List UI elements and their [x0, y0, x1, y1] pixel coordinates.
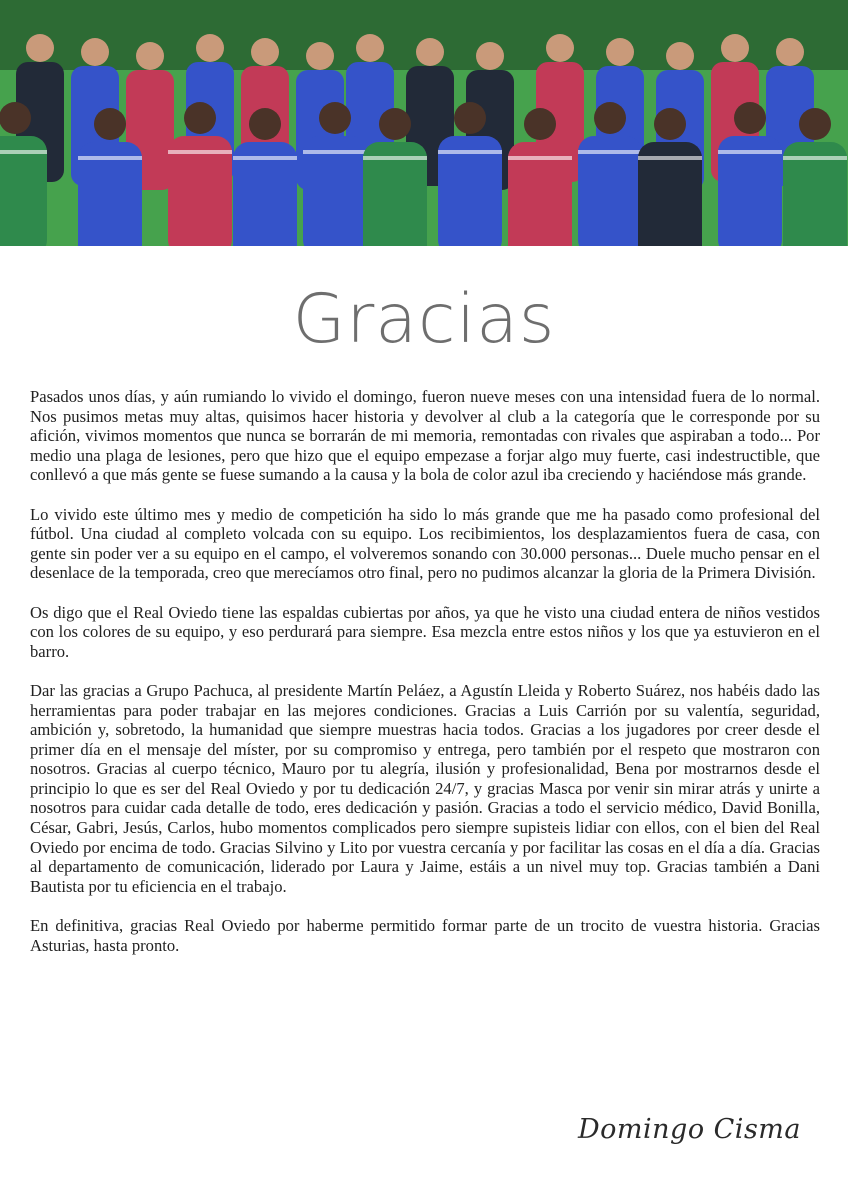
- team-huddle-illustration: [0, 0, 848, 246]
- kit-stripe: [233, 156, 297, 160]
- player-head: [654, 108, 686, 140]
- kit-stripe: [303, 150, 367, 154]
- player-head: [594, 102, 626, 134]
- signature: Domingo Cisma: [578, 1114, 802, 1145]
- player-head: [319, 102, 351, 134]
- player-head: [606, 38, 634, 66]
- kit-stripe: [363, 156, 427, 160]
- paragraph-5: En definitiva, gracias Real Oviedo por haberme permitido formar parte de un trocito de vuestra historia. Gracias Asturias, hasta pronto.: [30, 916, 820, 955]
- kit-stripe: [783, 156, 847, 160]
- player-head: [454, 102, 486, 134]
- player-head: [546, 34, 574, 62]
- player-head: [476, 42, 504, 70]
- player-head: [356, 34, 384, 62]
- team-huddle-photo: [0, 0, 848, 246]
- player-head: [416, 38, 444, 66]
- player-head: [251, 38, 279, 66]
- paragraph-2: Lo vivido este último mes y medio de competición ha sido lo más grande que me ha pasado como profesional del fútbol. Una ciudad al completo volcada con su equipo. Los recibimientos, los desplazamientos fuera de casa, con gente sin poder ver a su equipo en el campo, el volveremos sonando con 30.000 personas... Duele mucho pensar en el desenlace de la temporada, creo que merecíamos otro final, pero no pudimos alcanzar la gloria de la Primera División.: [30, 504, 820, 583]
- player-head: [0, 102, 31, 134]
- player-head: [249, 108, 281, 140]
- kit-stripe: [508, 156, 572, 160]
- player-head: [196, 34, 224, 62]
- letter-body: [30, 387, 820, 975]
- kit-stripe: [638, 156, 702, 160]
- kit-stripe: [718, 150, 782, 154]
- player-head: [799, 108, 831, 140]
- player-head: [26, 34, 54, 62]
- player-head: [184, 102, 216, 134]
- kit-stripe: [78, 156, 142, 160]
- paragraph-4: Dar las gracias a Grupo Pachuca, al presidente Martín Peláez, a Agustín Lleida y Roberto Suárez, nos habéis dado las herramientas para poder trabajar en las mejores condiciones. Gracias a Luis Carrión por su valentía, seguridad, ambición y, sobretodo, la humanidad que siempre muestras hacia todos. Gracias a los jugadores por creer desde el primer día en el mensaje del míster, por su compromiso y entrega, pero también por el respeto que mostraron con nosotros. Gracias al cuerpo técnico, Mauro por tu alegría, ilusión y profesionalidad, Bena por mostrarnos desde el principio lo que es ser del Real Oviedo y por tu dedicación 24/7, y gracias Masca por venir sin mirar atrás y unirte a nosotros para cuidar cada detalle de todo, eres dedicación y pasión. Gracias a todo el servicio médico, David Bonilla, César, Gabri, Jesús, Carlos, hubo momentos complicados pero siempre supisteis lidiar con ellos, con el bien del Real Oviedo por encima de todo. Gracias Silvino y Lito por vuestra cercanía y por facilitar las cosas en el día a día. Gracias al departamento de comunicación, liderado por Laura y Jaime, estáis a un nivel muy top. Gracias también a Dani Bautista por tu eficiencia en el trabajo.: [30, 680, 820, 896]
- player-head: [306, 42, 334, 70]
- player-head: [136, 42, 164, 70]
- kit-stripe: [0, 150, 47, 154]
- player-head: [524, 108, 556, 140]
- kit-stripe: [168, 150, 232, 154]
- player-head: [776, 38, 804, 66]
- paragraph-3: Os digo que el Real Oviedo tiene las espaldas cubiertas por años, ya que he visto una ciudad entera de niños vestidos con los colores de su equipo, y eso perdurará para siempre. Esa mezcla entre estos niños y los que ya estuvieron en el barro.: [30, 602, 820, 661]
- player-head: [379, 108, 411, 140]
- player-head: [81, 38, 109, 66]
- kit-stripe: [438, 150, 502, 154]
- player-head: [94, 108, 126, 140]
- player-head: [666, 42, 694, 70]
- player-head: [721, 34, 749, 62]
- kit-stripe: [578, 150, 642, 154]
- letter-title: Gracias: [292, 280, 556, 359]
- player-head: [734, 102, 766, 134]
- paragraph-1: Pasados unos días, y aún rumiando lo vivido el domingo, fueron nueve meses con una intensidad fuera de lo normal. Nos pusimos metas muy altas, quisimos hacer historia y devolver al club a la categoría que le corresponde por su afición, vivimos momentos que nunca se borrarán de mi memoria, remontadas con rivales que aspiraban a todo... Por medio una plaga de lesiones, pero que hizo que el equipo empezase a forjar algo muy fuerte, casi indestructible, que conllevó a que más gente se fuese sumando a la causa y la bola de color azul iba creciendo y haciéndose más grande.: [30, 387, 820, 485]
